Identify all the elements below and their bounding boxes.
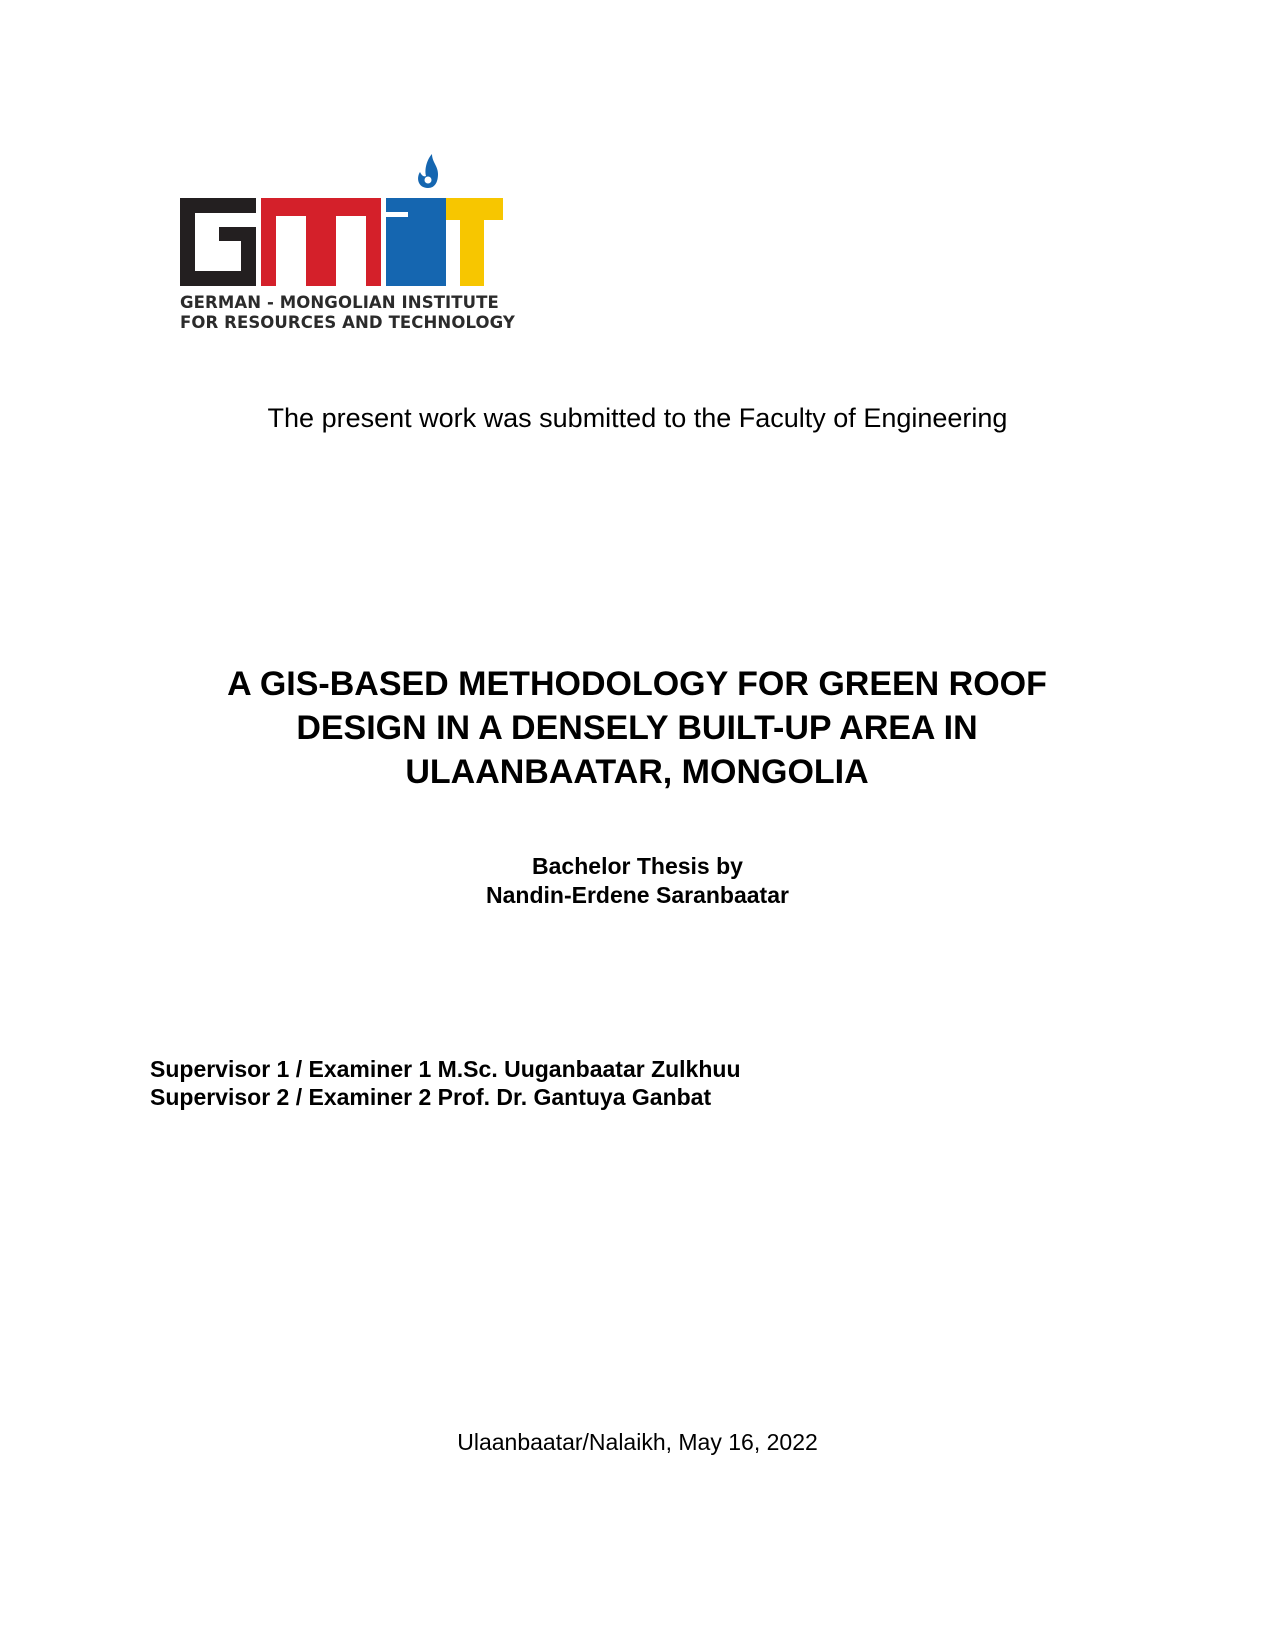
logo-name-line-2: FOR RESOURCES AND TECHNOLOGY bbox=[180, 313, 515, 332]
submission-statement: The present work was submitted to the Faculty of Engineering bbox=[267, 403, 1008, 433]
title-line-3: ULAANBAATAR, MONGOLIA bbox=[405, 753, 869, 791]
logo-letter-g bbox=[180, 198, 256, 286]
author-name: Nandin-Erdene Saranbaatar bbox=[486, 882, 789, 908]
title-line-1: A GIS-BASED METHODOLOGY FOR GREEN ROOF bbox=[227, 665, 1047, 703]
thesis-type: Bachelor Thesis by bbox=[532, 853, 743, 879]
flame-icon bbox=[418, 154, 438, 188]
title-line-2: DESIGN IN A DENSELY BUILT-UP AREA IN bbox=[296, 709, 978, 747]
supervisor-1: Supervisor 1 / Examiner 1 M.Sc. Uuganbaatar Zulkhuu bbox=[150, 1056, 741, 1082]
supervisors bbox=[150, 1055, 741, 1111]
logo-letter-m bbox=[261, 198, 381, 286]
thesis-title bbox=[137, 662, 1137, 794]
gmit-logo-mark bbox=[180, 150, 520, 288]
logo-letter-i bbox=[386, 198, 446, 286]
author-block bbox=[0, 852, 1275, 910]
gmit-logo bbox=[180, 150, 520, 340]
supervisor-2: Supervisor 2 / Examiner 2 Prof. Dr. Gantuya Ganbat bbox=[150, 1084, 712, 1110]
logo-name-line-1: GERMAN - MONGOLIAN INSTITUTE bbox=[180, 293, 499, 312]
logo-letter-t bbox=[446, 198, 503, 286]
place-date: Ulaanbaatar/Nalaikh, May 16, 2022 bbox=[457, 1429, 818, 1455]
logo-institute-name bbox=[180, 293, 520, 333]
